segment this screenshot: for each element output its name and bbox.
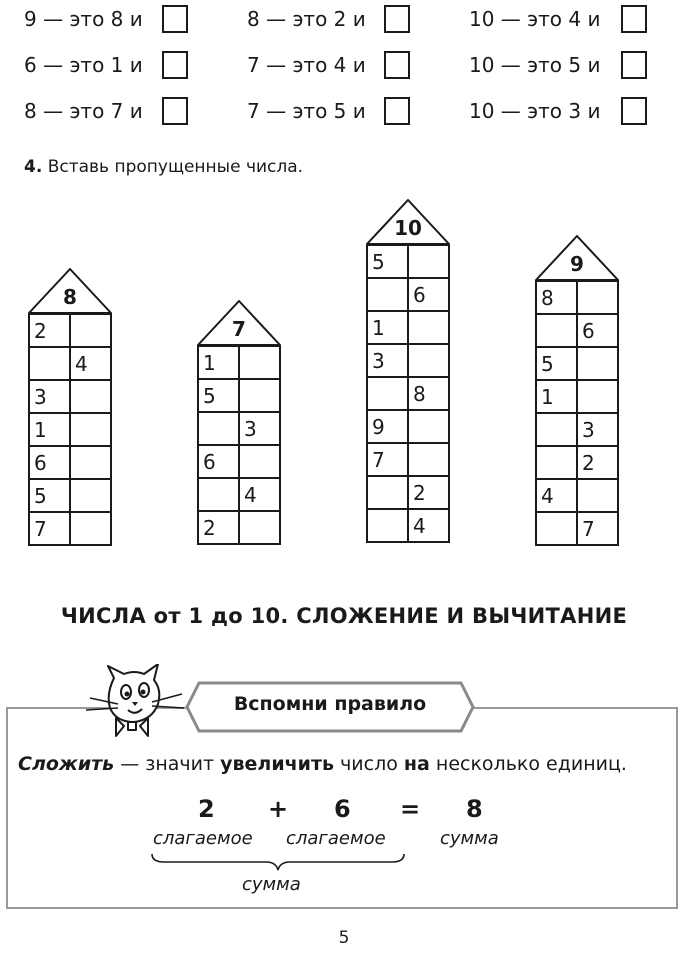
empty-cell[interactable]	[367, 509, 408, 542]
answer-box[interactable]	[162, 97, 188, 125]
answer-box[interactable]	[384, 5, 410, 33]
answer-box[interactable]	[384, 51, 410, 79]
number-cell: 5	[536, 347, 577, 380]
house-row	[536, 281, 618, 314]
number-cell: 6	[408, 278, 449, 311]
number-cell: 2	[29, 314, 70, 347]
number-cell: 2	[198, 511, 239, 544]
empty-cell[interactable]	[577, 281, 618, 314]
house-row	[198, 445, 280, 478]
sum-value: 8	[466, 795, 483, 823]
decomposition-item: 9 — это 8 и	[24, 7, 143, 31]
answer-box[interactable]	[162, 51, 188, 79]
number-cell: 9	[367, 410, 408, 443]
answer-box[interactable]	[162, 5, 188, 33]
house-row	[367, 245, 449, 278]
empty-cell[interactable]	[198, 478, 239, 511]
number-house	[535, 235, 619, 544]
task-number: 4.	[24, 157, 43, 177]
house-row	[367, 377, 449, 410]
decomposition-item: 8 — это 2 и	[247, 7, 366, 31]
house-row	[367, 410, 449, 443]
empty-cell[interactable]	[577, 380, 618, 413]
empty-cell[interactable]	[239, 445, 280, 478]
number-cell: 1	[367, 311, 408, 344]
house-row	[536, 380, 618, 413]
rule-statement	[18, 753, 627, 775]
empty-cell[interactable]	[536, 314, 577, 347]
addend-1-label: слагаемое	[153, 828, 253, 849]
cat-icon	[78, 664, 190, 746]
decomposition-item: 10 — это 3 и	[469, 99, 601, 123]
number-cell: 6	[577, 314, 618, 347]
decomposition-item: 10 — это 4 и	[469, 7, 601, 31]
empty-cell[interactable]	[367, 377, 408, 410]
rule-word-increase: увеличить	[220, 753, 335, 775]
number-cell: 6	[29, 446, 70, 479]
house-row	[198, 412, 280, 445]
number-cell: 5	[29, 479, 70, 512]
decomposition-item: 10 — это 5 и	[469, 53, 601, 77]
empty-cell[interactable]	[408, 344, 449, 377]
addend-2-label: слагаемое	[286, 828, 386, 849]
empty-cell[interactable]	[239, 346, 280, 379]
empty-cell[interactable]	[70, 479, 111, 512]
number-cell: 4	[70, 347, 111, 380]
number-cell: 1	[536, 380, 577, 413]
answer-box[interactable]	[621, 5, 647, 33]
number-cell: 5	[198, 379, 239, 412]
rule-text-part: — значит	[114, 753, 221, 775]
number-cell: 7	[577, 512, 618, 545]
number-house	[366, 199, 450, 541]
answer-box[interactable]	[621, 97, 647, 125]
house-row	[29, 380, 111, 413]
empty-cell[interactable]	[536, 446, 577, 479]
answer-box[interactable]	[384, 97, 410, 125]
empty-cell[interactable]	[367, 278, 408, 311]
decomposition-item: 7 — это 4 и	[247, 53, 366, 77]
house-row	[536, 479, 618, 512]
number-cell: 4	[408, 509, 449, 542]
brace-icon	[150, 852, 406, 872]
house-row	[536, 512, 618, 545]
empty-cell[interactable]	[408, 245, 449, 278]
number-cell: 1	[29, 413, 70, 446]
house-row	[29, 413, 111, 446]
number-cell: 4	[239, 478, 280, 511]
number-cell: 8	[536, 281, 577, 314]
house-row	[198, 346, 280, 379]
empty-cell[interactable]	[198, 412, 239, 445]
empty-cell[interactable]	[70, 413, 111, 446]
house-grid	[197, 345, 281, 545]
roof-number: 10	[394, 216, 422, 240]
answer-box[interactable]	[621, 51, 647, 79]
house-row	[536, 347, 618, 380]
empty-cell[interactable]	[408, 311, 449, 344]
house-row	[367, 344, 449, 377]
task-text: Вставь пропущенные числа.	[47, 157, 304, 177]
empty-cell[interactable]	[70, 314, 111, 347]
house-row	[198, 379, 280, 412]
decomposition-item: 8 — это 7 и	[24, 99, 143, 123]
number-cell: 8	[408, 377, 449, 410]
rule-word-add: Сложить	[18, 753, 115, 775]
house-row	[536, 314, 618, 347]
rule-text-part: число	[334, 753, 404, 775]
decomposition-item: 6 — это 1 и	[24, 53, 143, 77]
empty-cell[interactable]	[70, 446, 111, 479]
empty-cell[interactable]	[239, 511, 280, 544]
house-row	[536, 413, 618, 446]
number-cell: 1	[198, 346, 239, 379]
number-cell: 4	[536, 479, 577, 512]
house-row	[198, 478, 280, 511]
number-cell: 7	[29, 512, 70, 545]
empty-cell[interactable]	[577, 347, 618, 380]
number-cell: 3	[577, 413, 618, 446]
house-row	[29, 314, 111, 347]
banner-title: Вспомни правило	[233, 693, 427, 715]
equals-sign: =	[400, 795, 421, 823]
sum-label: сумма	[440, 828, 499, 849]
rule-text-part: несколько единиц.	[429, 753, 627, 775]
number-cell: 5	[367, 245, 408, 278]
empty-cell[interactable]	[70, 512, 111, 545]
empty-cell[interactable]	[239, 379, 280, 412]
section-title: ЧИСЛА от 1 до 10. СЛОЖЕНИЕ И ВЫЧИТАНИЕ	[60, 604, 628, 628]
number-cell: 6	[198, 445, 239, 478]
number-cell: 3	[367, 344, 408, 377]
empty-cell[interactable]	[577, 479, 618, 512]
task-title	[24, 155, 303, 179]
house-row	[367, 509, 449, 542]
addend-1-value: 2	[198, 795, 215, 823]
house-row	[29, 479, 111, 512]
house-row	[198, 511, 280, 544]
house-row	[367, 278, 449, 311]
number-cell: 3	[29, 380, 70, 413]
house-row	[29, 347, 111, 380]
empty-cell[interactable]	[408, 443, 449, 476]
house-row	[536, 446, 618, 479]
empty-cell[interactable]	[29, 347, 70, 380]
house-row	[367, 311, 449, 344]
plus-sign: +	[268, 795, 289, 823]
house-grid	[366, 244, 450, 543]
number-house	[197, 300, 281, 543]
house-row	[29, 512, 111, 545]
roof-number: 8	[63, 285, 77, 309]
number-cell: 2	[577, 446, 618, 479]
empty-cell[interactable]	[408, 410, 449, 443]
house-row	[367, 443, 449, 476]
addend-2-value: 6	[334, 795, 351, 823]
roof-number: 7	[232, 317, 246, 341]
house-grid	[535, 280, 619, 546]
page-number: 5	[338, 928, 350, 948]
rule-word-by: на	[403, 753, 430, 775]
empty-cell[interactable]	[536, 413, 577, 446]
roof-number: 9	[570, 252, 584, 276]
number-cell: 7	[367, 443, 408, 476]
number-house	[28, 268, 112, 544]
empty-cell[interactable]	[536, 512, 577, 545]
number-cell: 2	[408, 476, 449, 509]
empty-cell[interactable]	[70, 380, 111, 413]
empty-cell[interactable]	[367, 476, 408, 509]
number-cell: 3	[239, 412, 280, 445]
house-grid	[28, 313, 112, 546]
brace-sum-label: сумма	[242, 874, 301, 895]
house-row	[29, 446, 111, 479]
decomposition-item: 7 — это 5 и	[247, 99, 366, 123]
house-row	[367, 476, 449, 509]
